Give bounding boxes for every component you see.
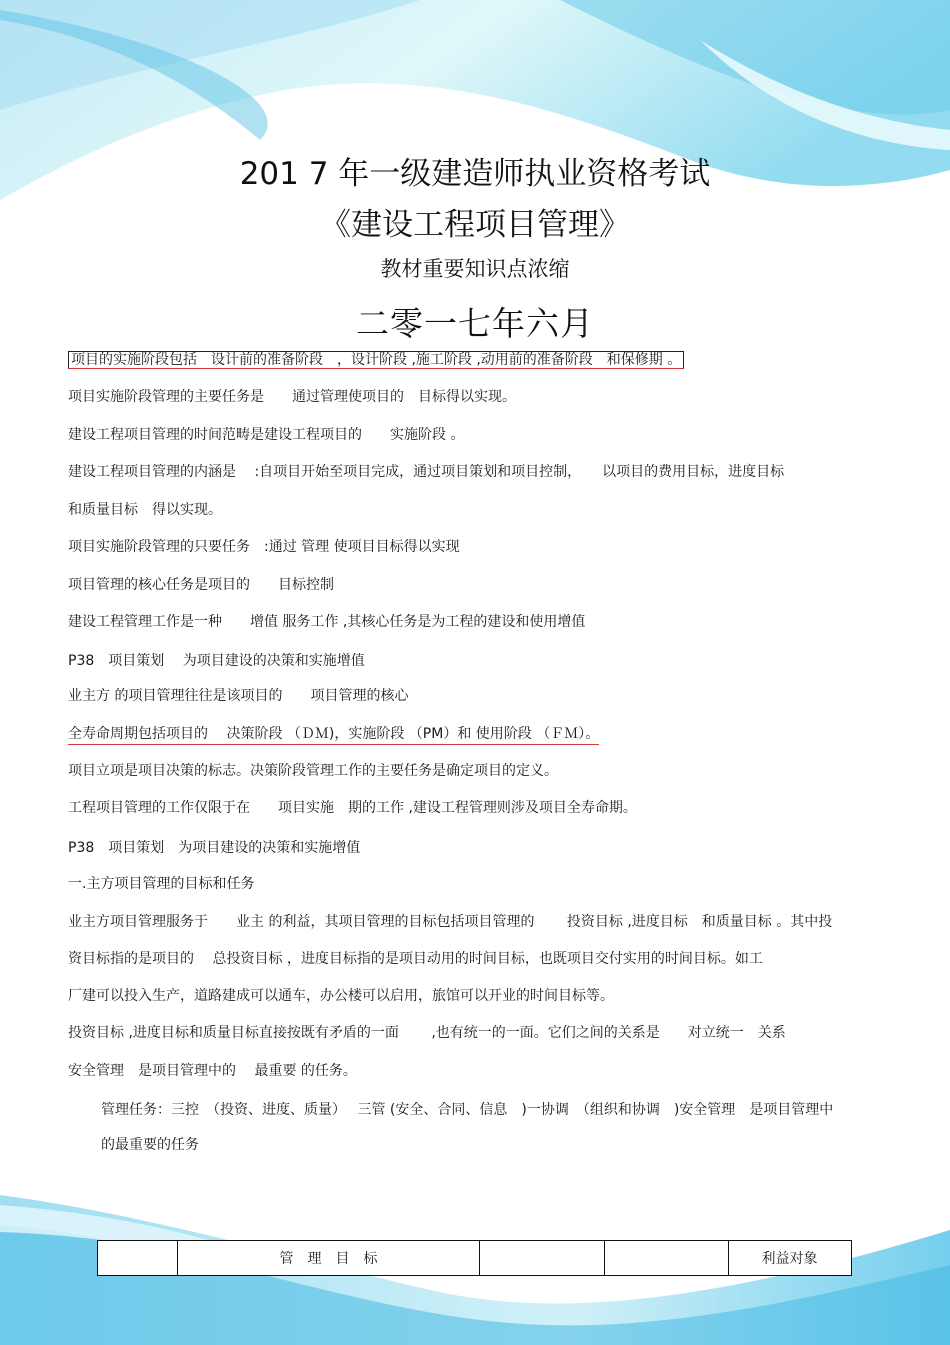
paragraph-line: P38 项目策划 为项目建设的决策和实施增值 [68,840,361,856]
paragraph-line: 全寿命周期包括项目的 决策阶段 （ＤＭ)，实施阶段 （PM）和 使用阶段 （ＦＭ）。 [68,724,599,745]
paragraph-line: 项目立项是项目决策的标志。决策阶段管理工作的主要任务是确定项目的定义。 [68,763,558,779]
title-exam: 201 7 年一级建造师执业资格考试 [239,156,711,192]
paragraph-line: 资目标指的是项目的 总投资目标 ，进度目标指的是项目动用的时间目标，也既项目交付实用的时间目标。如工 [68,951,763,967]
objectives-table-header [97,1240,852,1276]
table-header-cell [480,1241,605,1275]
paragraph-line: 建设工程项目管理的内涵是 :自项目开始至项目完成，通过项目策划和项目控制， 以项目的费用目标，进度目标 [68,464,785,480]
paragraph-line: 项目实施阶段管理的主要任务是 通过管理使项目的 目标得以实现。 [68,389,516,405]
section-heading: 一.主方项目管理的目标和任务 [68,876,255,892]
paragraph-line: 和质量目标 得以实现。 [68,502,222,518]
paragraph-line: 管理任务：三控 （投资、进度、质量） 三管 (安全、合同、信息 )一协调 （组织和协调 )安全管理 是项目管理中 [101,1102,834,1118]
paragraph-line: 项目实施阶段管理的只要任务 :通过 管理 使项目目标得以实现 [68,539,460,555]
paragraph-line: 工程项目管理的工作仅限于在 项目实施 期的工作 ,建设工程管理则涉及项目全寿命期。 [68,800,637,816]
paragraph-line: 投资目标 ,进度目标和质量目标直接按既有矛盾的一面 ,也有统一的一面。它们之间的关系是 对立统一 关系 [68,1025,786,1041]
paragraph-line: P38 项目策划 为项目建设的决策和实施增值 [68,653,365,669]
paragraph-line: 建设工程管理工作是一种 增值 服务工作 ,其核心任务是为工程的建设和使用增值 [68,614,586,630]
paragraph-line: 业主方项目管理服务于 业主 的利益，其项目管理的目标包括项目管理的 投资目标 ,进度目标 和质量目标 。其中投 [68,914,833,930]
paragraph-line: 业主方 的项目管理往往是该项目的 项目管理的核心 [68,688,409,704]
title-subtitle: 教材重要知识点浓缩 [380,257,570,281]
title-date: 二零一七年六月 [356,304,594,343]
paragraph-line: 项目管理的核心任务是项目的 目标控制 [68,577,334,593]
paragraph-line: 安全管理 是项目管理中的 最重要 的任务。 [68,1063,357,1079]
table-header-cell: 管 理 目 标 [178,1241,480,1275]
table-header-cell [98,1241,178,1275]
table-header-cell: 利益对象 [761,1251,818,1267]
title-subject: 《建设工程项目管理》 [320,207,630,243]
paragraph-line: 建设工程项目管理的时间范畴是建设工程项目的 实施阶段 。 [68,427,465,443]
paragraph-line: 的最重要的任务 [101,1137,199,1153]
paragraph-line: 项目的实施阶段包括 设计前的准备阶段 ，设计阶段 ,施工阶段 ,动用前的准备阶段 和保修期 。 [68,350,684,370]
table-header-cell [605,1241,729,1275]
paragraph-line: 厂建可以投入生产，道路建成可以通车，办公楼可以启用，旅馆可以开业的时间目标等。 [68,988,614,1004]
